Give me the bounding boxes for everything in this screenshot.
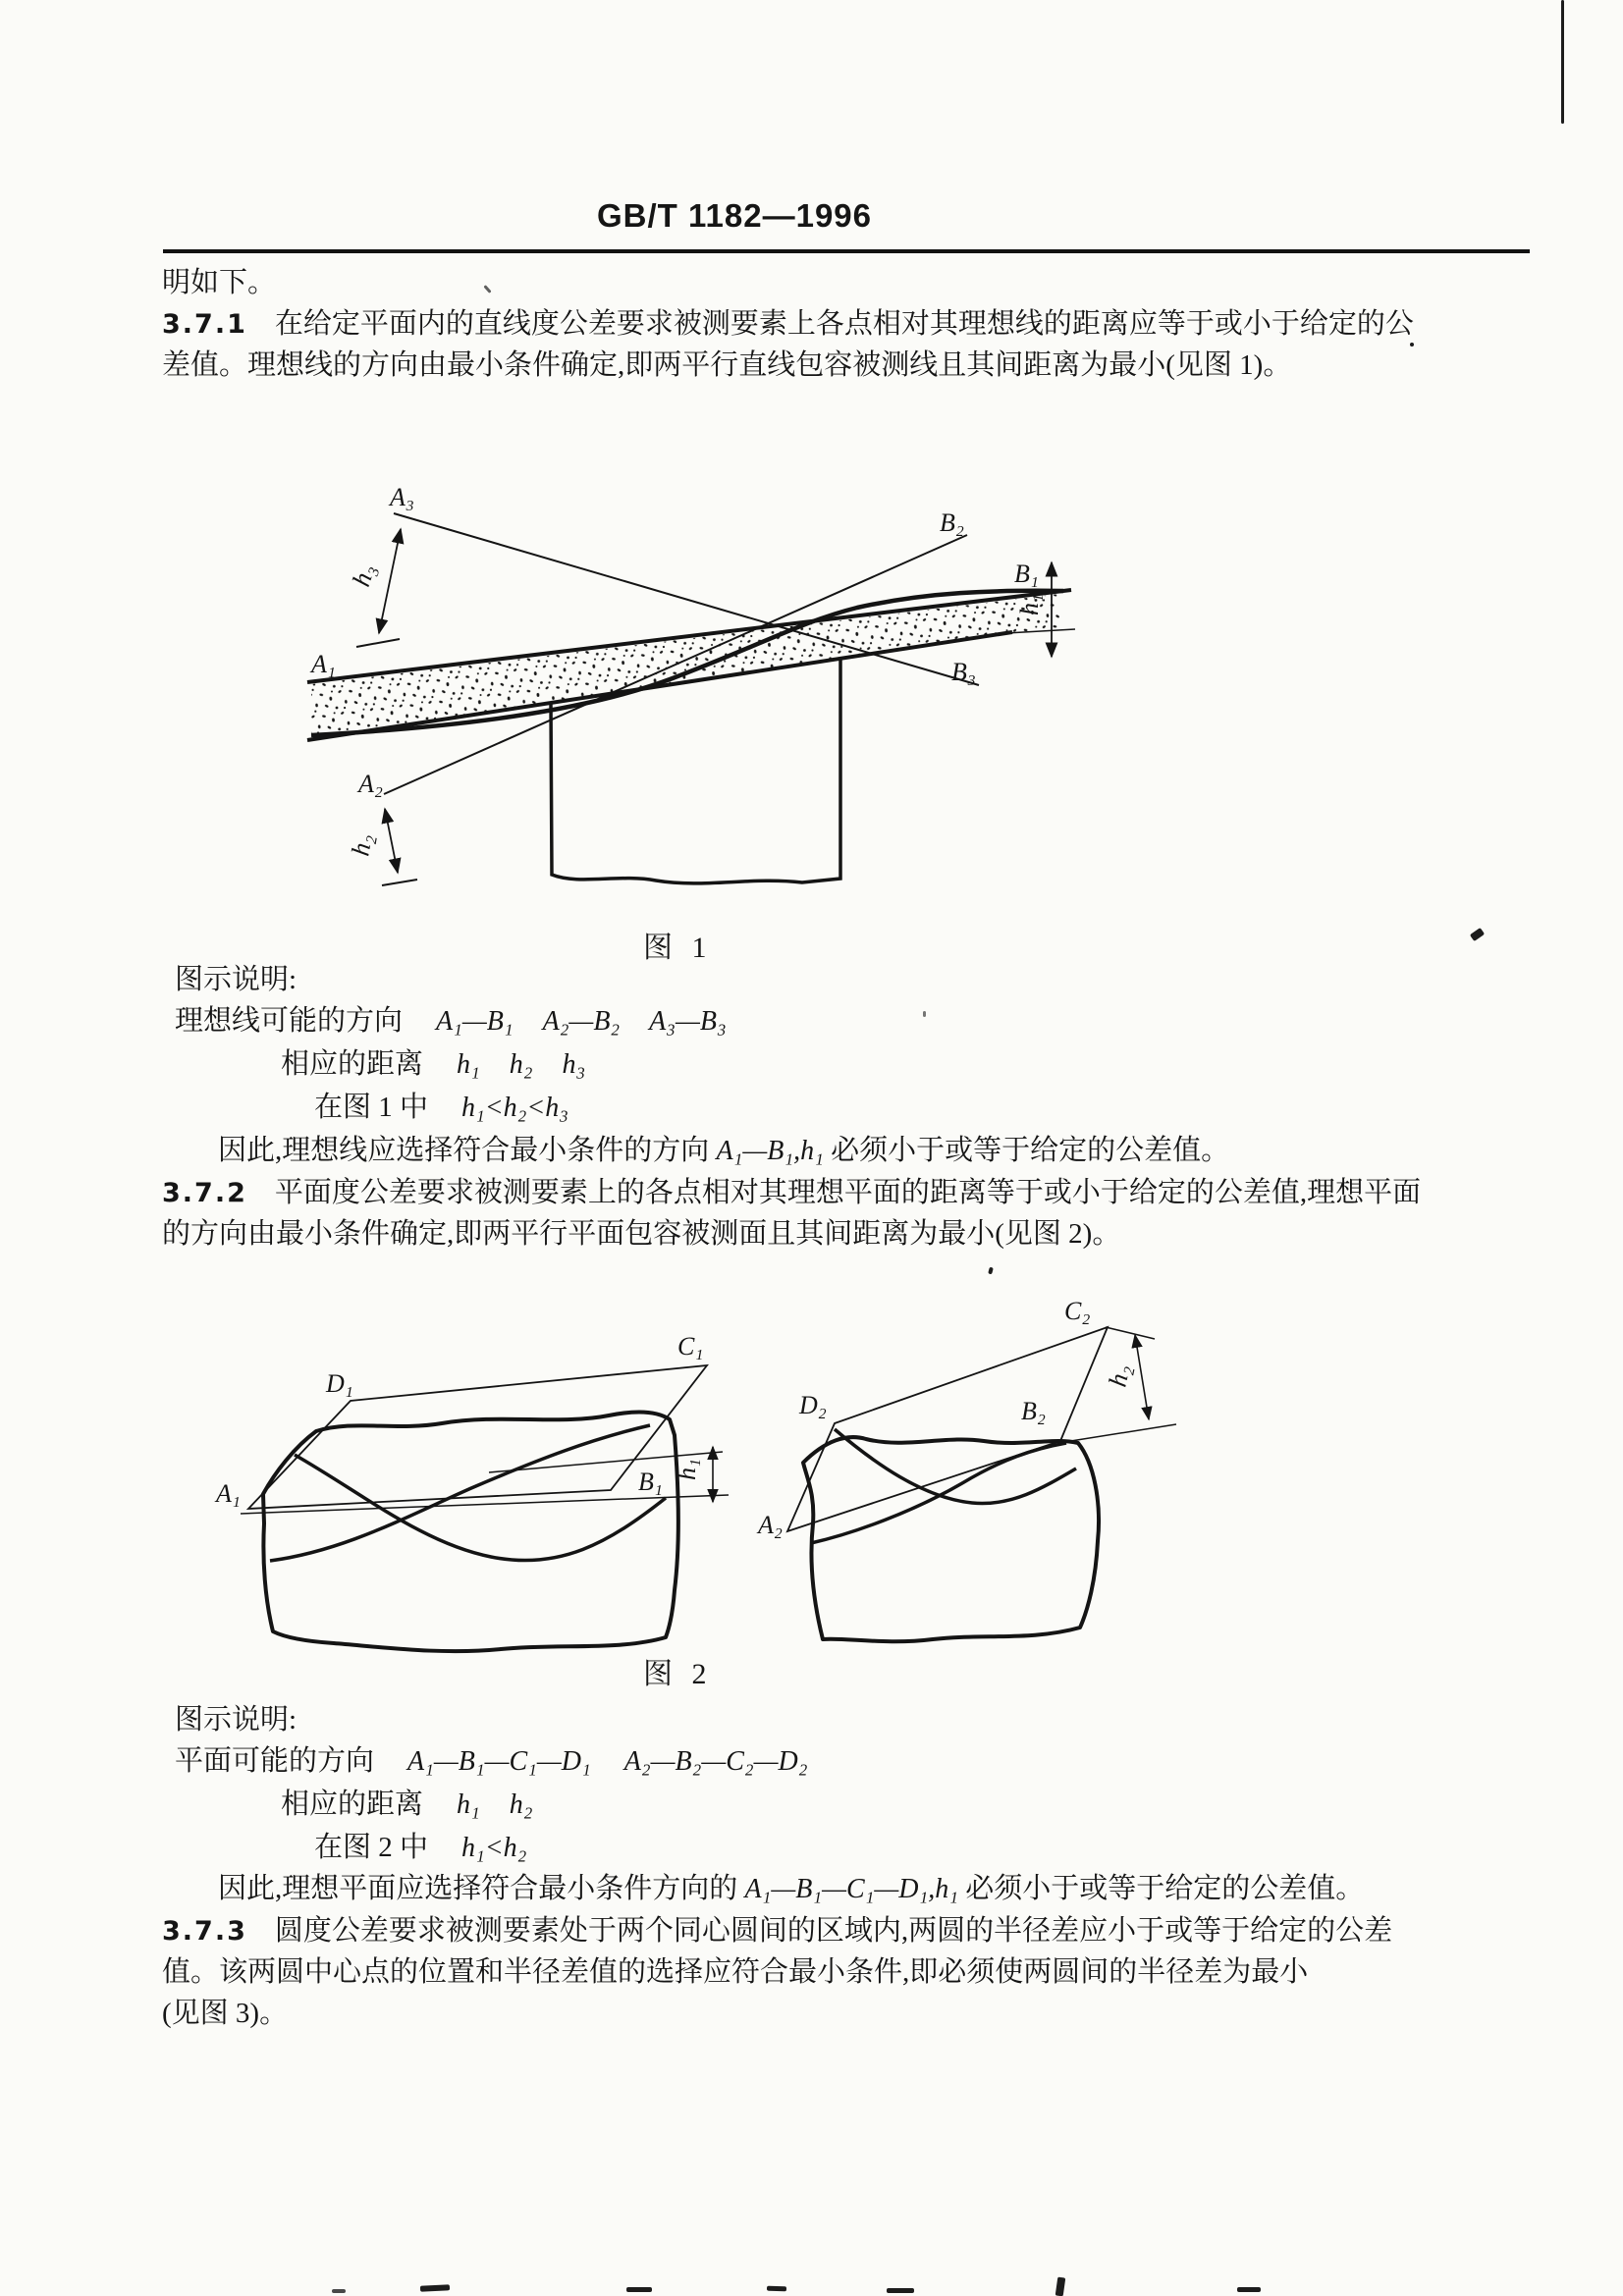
scan-artifact <box>332 2289 346 2293</box>
fig1-label-h1: h₁ <box>1015 593 1044 615</box>
fig2-conclusion <box>218 1873 1364 1905</box>
fig1-notes-title: 图示说明: <box>175 964 298 995</box>
section-number-371: 3.7.1 <box>162 309 247 340</box>
paragraph-371-text1: 在给定平面内的直线度公差要求被测要素上各点相对其理想线的距离应等于或小于给定的公 <box>274 308 1414 340</box>
fig2-infig-value: h₁<h₂ <box>461 1833 527 1863</box>
section-number-372: 3.7.2 <box>162 1178 247 1208</box>
paragraph-373-line1 <box>162 1915 1392 1948</box>
scan-artifact <box>887 2288 914 2293</box>
fig2-dir-label: 平面可能的方向 <box>175 1745 375 1777</box>
fig2-conclusion-math: A₁—B₁—C₁—D₁,h₁ <box>744 1874 958 1904</box>
fig1-dir-value-1: A₁—B₁ <box>436 1006 514 1037</box>
fig2-dir-value-1: A₁—B₁—C₁—D₁ <box>407 1746 591 1777</box>
fig1-conclusion-math: A₁—B₁,h₁ <box>716 1136 824 1166</box>
fig2-label-b1: B₁ <box>638 1468 663 1496</box>
fig2-label-d1: D₁ <box>326 1369 353 1398</box>
fig2-dir-value-2: A₂—B₂—C₂—D₂ <box>623 1746 808 1777</box>
scan-artifact <box>1410 343 1414 347</box>
figure2-svg <box>147 1266 1193 1679</box>
fig2-notes-directions <box>175 1745 807 1778</box>
fig1-dir-label: 理想线可能的方向 <box>175 1005 404 1037</box>
fig1-dir-value-3: A₃—B₃ <box>649 1006 727 1037</box>
scan-artifact <box>420 2284 450 2292</box>
fig1-infig-value: h₁<h₂<h₃ <box>461 1093 569 1123</box>
fig1-label-h3: h₃ <box>347 560 381 590</box>
fig1-h2-hash <box>382 880 417 885</box>
fig1-dist-label: 相应的距离 <box>281 1048 424 1080</box>
paragraph-372-line1 <box>162 1177 1421 1209</box>
scan-artifact <box>1237 2287 1261 2292</box>
section-number-373: 3.7.3 <box>162 1916 247 1947</box>
fig2-label-b2: B₂ <box>1021 1397 1046 1425</box>
fig2-rock2-outline <box>803 1437 1099 1641</box>
fig1-notes-comparison <box>314 1092 568 1124</box>
scan-artifact <box>1561 0 1564 124</box>
fig2-label-h1: h₁ <box>673 1458 701 1480</box>
fig1-dist-value-2: h₂ <box>509 1049 533 1080</box>
fig2-dist-value-2: h₂ <box>509 1789 533 1820</box>
fig1-h2-dimension <box>385 809 398 873</box>
standard-number: GB/T 1182—1996 <box>597 197 872 234</box>
fig2-label-c1: C₁ <box>677 1332 704 1361</box>
paragraph-371-line1 <box>162 308 1414 341</box>
fig2-dist-value-1: h₁ <box>457 1789 480 1820</box>
fig2-notes-comparison <box>314 1832 526 1864</box>
fig1-h3-dimension <box>379 529 401 633</box>
fig2-conclusion-pre: 因此,理想平面应选择符合最小条件方向的 <box>218 1873 745 1904</box>
scan-artifact <box>1055 2277 1066 2296</box>
paragraph-373-text1: 圆度公差要求被测要素处于两个同心圆间的区域内,两圆的半径差应小于或等于给定的公差 <box>274 1915 1393 1947</box>
figure1-drawing <box>201 466 1134 893</box>
paragraph-372-text1: 平面度公差要求被测要素上的各点相对其理想平面的距离等于或小于给定的公差值,理想平面 <box>274 1177 1422 1208</box>
fig1-tolerance-band <box>311 594 1059 737</box>
fig2-label-h2: h₂ <box>1103 1362 1136 1390</box>
fig1-conclusion <box>218 1135 1229 1167</box>
figure2-caption: 图 2 <box>643 1658 713 1690</box>
fig1-dist-value-1: h₁ <box>457 1049 480 1080</box>
fig1-conclusion-post: 必须小于或等于给定的公差值。 <box>823 1135 1230 1166</box>
fig1-label-a3: A₃ <box>390 483 414 511</box>
fig1-label-b1: B₁ <box>1014 560 1039 588</box>
fig2-h2-dimension <box>1135 1335 1149 1419</box>
fig1-label-a1: A₁ <box>311 650 336 678</box>
paragraph-371-line2: 差值。理想线的方向由最小条件确定,即两平行直线包容被测线且其间距离为最小(见图 1)。 <box>162 349 1292 381</box>
fig2-label-a1: A₁ <box>216 1479 241 1508</box>
scan-artifact <box>923 1011 926 1017</box>
fig1-label-h2: h₂ <box>346 831 378 859</box>
fig2-rock1-surface2 <box>270 1425 650 1561</box>
scan-artifact <box>626 2287 652 2292</box>
fig2-notes-title: 图示说明: <box>175 1704 298 1735</box>
fig1-dir-value-2: A₂—B₂ <box>542 1006 621 1037</box>
scan-artifact <box>483 285 491 294</box>
fig2-infig-label: 在图 2 中 <box>314 1832 429 1863</box>
figure1-svg <box>201 466 1134 893</box>
fig1-label-b2: B₂ <box>940 508 964 537</box>
fig2-notes-distances <box>281 1789 532 1821</box>
fig1-conclusion-pre: 因此,理想线应选择符合最小条件的方向 <box>218 1135 717 1166</box>
header-rule <box>163 249 1530 253</box>
fig1-notes-distances <box>281 1048 585 1081</box>
fig1-infig-label: 在图 1 中 <box>314 1092 429 1123</box>
fig2-conclusion-post: 必须小于或等于给定的公差值。 <box>957 1873 1365 1904</box>
fig1-notes-directions <box>175 1005 727 1038</box>
figure1-caption: 图 1 <box>643 932 713 964</box>
paragraph-373-line3: (见图 3)。 <box>162 1998 289 2029</box>
fig2-plane2-lower-ref <box>1058 1424 1176 1443</box>
fig2-label-c2: C₂ <box>1064 1297 1091 1325</box>
fig1-label-a2: A₂ <box>358 770 383 798</box>
fig1-h3-hash <box>356 639 400 647</box>
fig2-dist-label: 相应的距离 <box>281 1789 424 1820</box>
fig1-label-b3: B₃ <box>951 658 976 686</box>
fig1-line-a2b2 <box>384 535 967 794</box>
fig2-label-a2: A₂ <box>758 1511 783 1539</box>
fig1-dist-value-3: h₃ <box>562 1049 586 1080</box>
paragraph-373-line2: 值。该两圆中心点的位置和半径差值的选择应符合最小条件,即必须使两圆间的半径差为最小 <box>162 1956 1309 1988</box>
figure2-drawing <box>147 1266 1193 1679</box>
fig2-rock1-surface1 <box>295 1455 666 1561</box>
fig2-label-d2: D₂ <box>799 1391 827 1419</box>
scan-artifact <box>767 2286 786 2292</box>
intro-line: 明如下。 <box>162 267 277 298</box>
paragraph-372-line2: 的方向由最小条件确定,即两平行平面包容被测面且其间距离为最小(见图 2)。 <box>162 1218 1121 1250</box>
fig2-plane2-upper-ref <box>1106 1327 1155 1339</box>
scan-artifact <box>1470 928 1485 941</box>
